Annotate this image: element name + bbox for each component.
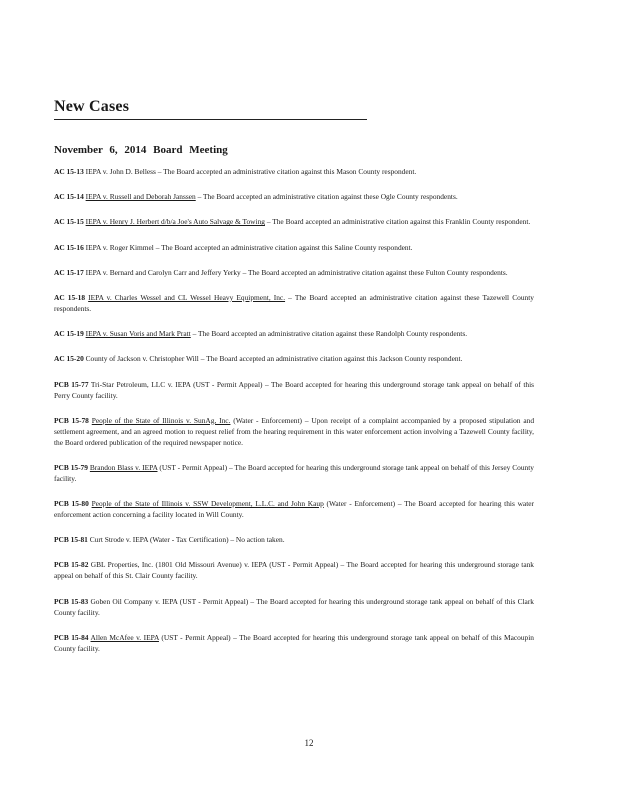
case-entry	[54, 267, 534, 278]
case-number: AC 15-14	[54, 192, 84, 202]
case-text: – The Board accepted an administrative citation against this Franklin County respondent.	[264, 217, 531, 227]
case-entry	[54, 216, 534, 227]
case-text: GBL Properties, Inc. (1801 Old Missouri Avenue) v. IEPA (UST - Permit Appeal) – The Board accepted for hearing this underground storage tank appeal on behalf of this St. Clair County facility.	[54, 560, 534, 581]
case-parties: Brandon Blass v. IEPA	[89, 462, 158, 472]
case-entry	[54, 559, 534, 581]
case-text: Goben Oil Company v. IEPA (UST - Permit Appeal) – The Board accepted for hearing this underground storage tank appeal on behalf of this Clark County facility.	[54, 596, 534, 617]
case-list	[54, 166, 534, 668]
case-number: PCB 15-82	[54, 560, 89, 570]
case-text: Tri-Star Petroleum, LLC v. IEPA (UST - Permit Appeal) – The Board accepted for hearing this underground storage tank appeal on behalf of this Perry County facility.	[54, 379, 535, 400]
case-text: (Water - Enforcement) – The Board accepted for hearing this water enforcement action concerning a facility located in Will County.	[54, 499, 534, 520]
case-parties: IEPA v. Susan Voris and Mark Pratt	[85, 329, 191, 339]
case-text: Curt Strode v. IEPA (Water - Tax Certification) – No action taken.	[89, 535, 285, 545]
case-text: County of Jackson v. Christopher Will – The Board accepted an administrative citation against this Jackson County respondent.	[85, 354, 463, 364]
case-text: IEPA v. John D. Belless – The Board accepted an administrative citation against this Mason County respondent.	[85, 167, 417, 176]
case-text: (Water - Enforcement) – Upon receipt of a complaint accompanied by a proposed stipulation and settlement agreement, and an agreed motion to request relief from the hearing requirement in this water enforcement action involving a Tazewell County facility, the Board ordered publication of the required newspaper notice.	[54, 415, 535, 447]
case-parties: IEPA v. Russell and Deborah Janssen	[85, 192, 196, 202]
case-entry	[54, 462, 534, 484]
case-number: PCB 15-78	[54, 415, 89, 425]
case-text: – The Board accepted an administrative citation against these Randolph County respondents.	[190, 329, 468, 339]
case-parties: People of the State of Illinois v. SunAg, Inc.	[91, 415, 231, 425]
heading-underline	[54, 119, 367, 120]
case-parties: Allen McAfee v. IEPA	[90, 632, 159, 642]
case-entry	[54, 242, 534, 253]
case-parties: IEPA v. Charles Wessel and CL Wessel Heavy Equipment, Inc.	[88, 292, 286, 302]
case-entry	[54, 191, 534, 202]
page-number: 12	[304, 738, 314, 748]
case-number: AC 15-20	[54, 354, 84, 364]
case-number: PCB 15-84	[54, 632, 89, 642]
case-number: PCB 15-79	[54, 462, 88, 472]
case-number: AC 15-17	[54, 267, 84, 277]
case-number: AC 15-16	[54, 242, 84, 252]
case-text: (UST - Permit Appeal) – The Board accepted for hearing this underground storage tank appeal on behalf of this Macoupin County facility.	[54, 632, 534, 653]
case-parties: IEPA v. Henry J. Herbert d/b/a Joe's Auto Salvage & Towing	[85, 217, 265, 227]
case-text: (UST - Permit Appeal) – The Board accepted for hearing this underground storage tank appeal on behalf of this Jersey County facility.	[54, 462, 534, 483]
case-entry	[54, 498, 534, 520]
case-entry	[54, 353, 534, 364]
case-text: – The Board accepted an administrative citation against these Tazewell County respondents.	[54, 292, 534, 313]
case-entry	[54, 292, 534, 314]
case-number: AC 15-18	[54, 292, 86, 302]
case-entry	[54, 534, 534, 545]
case-entry	[54, 166, 534, 177]
meeting-date-heading: November 6, 2014 Board Meeting	[54, 144, 228, 156]
case-number: AC 15-13	[54, 167, 84, 176]
case-text: – The Board accepted an administrative citation against these Ogle County respondents.	[195, 192, 458, 202]
case-number: PCB 15-81	[54, 535, 88, 545]
case-entry	[54, 328, 534, 339]
case-entry	[54, 632, 534, 654]
case-entry	[54, 415, 534, 448]
case-entry	[54, 596, 534, 618]
case-entry	[54, 379, 534, 401]
section-title: New Cases	[54, 98, 130, 115]
case-number: PCB 15-80	[54, 499, 89, 509]
case-parties: People of the State of Illinois v. SSW Development, L.L.C. and John Kaup	[91, 499, 324, 509]
case-text: IEPA v. Bernard and Carolyn Carr and Jeffery Yerky – The Board accepted an administrative citation against these Fulton County respondents.	[85, 267, 508, 277]
case-number: PCB 15-83	[54, 596, 89, 606]
case-number: AC 15-19	[54, 329, 84, 339]
case-text: IEPA v. Roger Kimmel – The Board accepted an administrative citation against this Saline County respondent.	[85, 242, 413, 252]
case-number: AC 15-15	[54, 217, 84, 227]
case-number: PCB 15-77	[54, 379, 89, 389]
